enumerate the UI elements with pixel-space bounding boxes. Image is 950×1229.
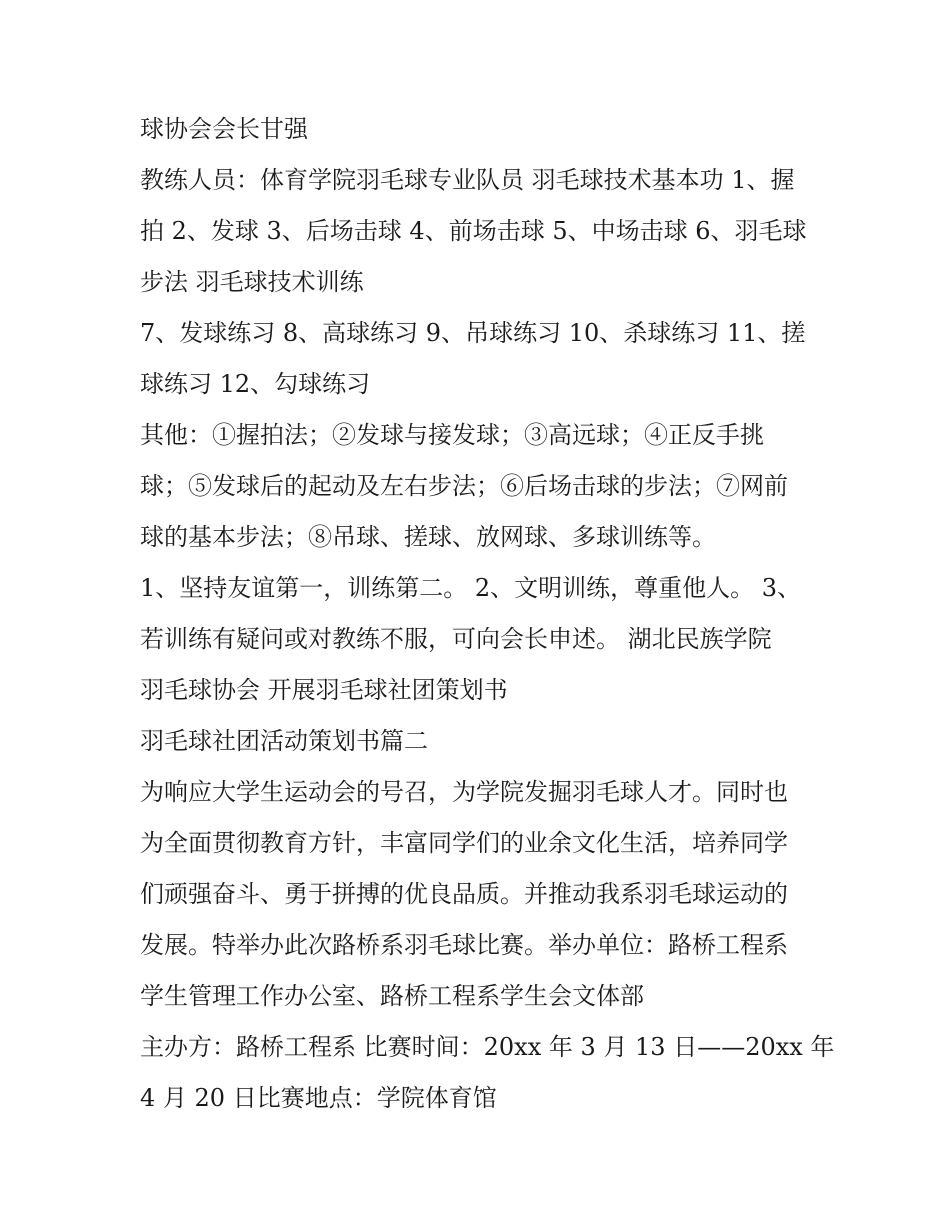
text-line: 球练习 12、勾球练习 xyxy=(140,370,371,398)
text-line: 其他：①握拍法；②发球与接发球；③高远球；④正反手挑 xyxy=(140,421,764,449)
text-line: 球的基本步法；⑧吊球、搓球、放网球、多球训练等。 xyxy=(140,523,716,551)
text-line: 为全面贯彻教育方针，丰富同学们的业余文化生活，培养同学 xyxy=(140,829,788,857)
text-line: 7、发球练习 8、高球练习 9、吊球练习 10、杀球练习 11、搓 xyxy=(140,319,806,347)
text-line: 主办方：路桥工程系 比赛时间：20xx 年 3 月 13 日——20xx 年 xyxy=(140,1033,835,1061)
text-line: 球协会会长甘强 xyxy=(140,115,308,143)
section-heading: 羽毛球社团活动策划书篇二 xyxy=(140,727,428,755)
text-line: 为响应大学生运动会的号召，为学院发掘羽毛球人才。同时也 xyxy=(140,778,788,806)
text-line: 羽毛球协会 开展羽毛球社团策划书 xyxy=(140,676,508,704)
text-line: 步法 羽毛球技术训练 xyxy=(140,268,364,296)
text-line: 若训练有疑问或对教练不服，可向会长申述。 湖北民族学院 xyxy=(140,625,772,653)
text-line: 发展。特举办此次路桥系羽毛球比赛。举办单位：路桥工程系 xyxy=(140,931,788,959)
text-line: 拍 2、发球 3、后场击球 4、前场击球 5、中场击球 6、羽毛球 xyxy=(140,217,807,245)
text-line: 球；⑤发球后的起动及左右步法；⑥后场击球的步法；⑦网前 xyxy=(140,472,788,500)
text-line: 学生管理工作办公室、路桥工程系学生会文体部 xyxy=(140,982,644,1010)
text-line: 4 月 20 日比赛地点：学院体育馆 xyxy=(140,1084,497,1112)
document-body xyxy=(140,104,835,1124)
text-line: 教练人员：体育学院羽毛球专业队员 羽毛球技术基本功 1、握 xyxy=(140,166,795,194)
text-line: 们顽强奋斗、勇于拼搏的优良品质。并推动我系羽毛球运动的 xyxy=(140,880,788,908)
text-line: 1、坚持友谊第一，训练第二。 2、文明训练，尊重他人。 3、 xyxy=(140,574,802,602)
